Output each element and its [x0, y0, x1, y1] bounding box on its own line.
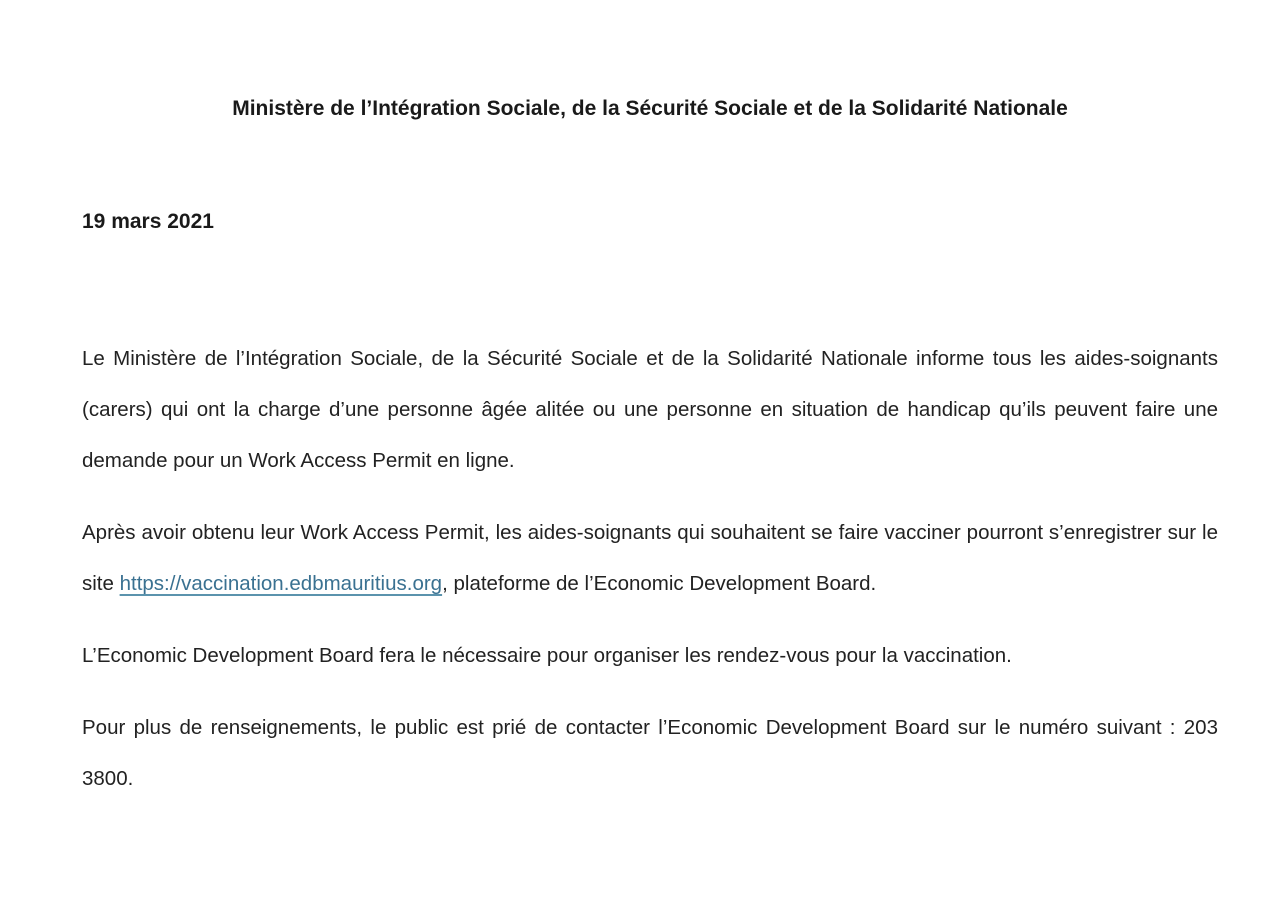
document-body — [82, 333, 1218, 804]
paragraph-registration-after-link: , plateforme de l’Economic Development Board. — [442, 572, 877, 595]
vaccination-site-link[interactable]: https://vaccination.edbmauritius.org — [119, 572, 443, 595]
paragraph-intro: Le Ministère de l’Intégration Sociale, de la Sécurité Sociale et de la Solidarité Nationale informe tous les aides-soignants (carers) qui ont la charge d’une personne âgée alitée ou une personne en situation de handicap qu’ils peuvent faire une demande pour un Work Access Permit en ligne. — [82, 347, 1218, 472]
document-date: 19 mars 2021 — [82, 210, 214, 233]
paragraph-contact: Pour plus de renseignements, le public est prié de contacter l’Economic Development Board sur le numéro suivant : 203 3800. — [82, 716, 1218, 790]
paragraph-appointments: L’Economic Development Board fera le nécessaire pour organiser les rendez-vous pour la vaccination. — [82, 644, 1012, 667]
document-title: Ministère de l’Intégration Sociale, de la Sécurité Sociale et de la Solidarité Nationale — [232, 97, 1068, 120]
paragraph-registration — [82, 507, 1218, 609]
paragraph-registration-before-link: Après avoir obtenu leur Work Access Permit, les aides-soignants qui souhaitent se faire vacciner pourront s’enregistrer sur le site — [82, 521, 1218, 595]
